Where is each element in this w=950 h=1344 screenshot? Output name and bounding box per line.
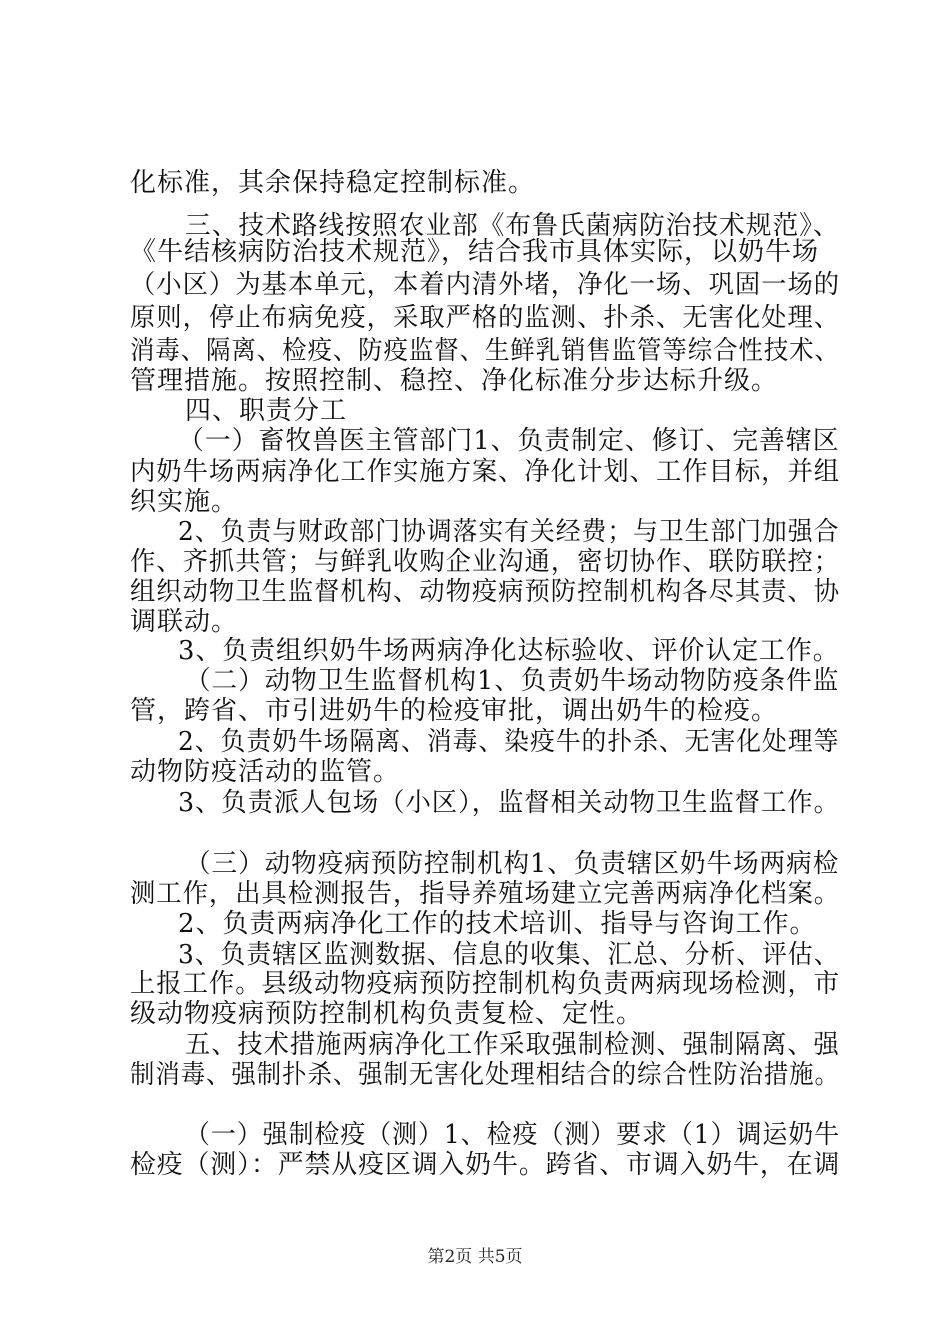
text-line: 管理措施。按照控制、稳控、净化标准分步达标升级。 — [130, 366, 779, 396]
text-line: 级动物疫病预防控制机构负责复检、定性。 — [130, 999, 644, 1029]
section-heading: 四、职责分工 — [185, 396, 348, 426]
text-line: 3、负责组织奶牛场两病净化达标验收、评价认定工作。 — [178, 636, 840, 666]
text-line: 原则，停止布病免疫，采取严格的监测、扑杀、无害化处理、 — [130, 303, 841, 333]
text-line: 五、技术措施两病净化工作采取强制检测、强制隔离、强 — [185, 1030, 840, 1060]
text-line: 测工作，出具检测报告，指导养殖场建立完善两病净化档案。 — [130, 879, 841, 909]
text-line: 组织动物卫生监督机构、动物疫病预防控制机构各尽其责、协 — [130, 577, 841, 607]
text-line: 《牛结核病防治技术规范》，结合我市具体实际，以奶牛场 — [130, 237, 820, 267]
text-line: 管，跨省、市引进奶牛的检疫审批，调出奶牛的检疫。 — [130, 696, 779, 726]
text-line: 3、负责辖区监测数据、信息的收集、汇总、分析、评估、 — [178, 940, 840, 970]
text-line: 内奶牛场两病净化工作实施方案、净化计划、工作目标，并组 — [130, 457, 841, 487]
text-line: （一）畜牧兽医主管部门1、负责制定、修订、完善辖区 — [178, 426, 840, 456]
text-line: 织实施。 — [130, 487, 239, 517]
text-line: 消毒、隔离、检疫、防疫监督、生鲜乳销售监管等综合性技术、 — [130, 336, 840, 366]
text-line: 3、负责派人包场（小区），监督相关动物卫生监督工作。 — [178, 788, 840, 818]
text-line: 三、技术路线按照农业部《布鲁氏菌病防治技术规范》、 — [185, 211, 840, 241]
text-line: 调联动。 — [130, 607, 239, 637]
text-line: 检疫（测）：严禁从疫区调入奶牛。跨省、市调入奶牛，在调 — [130, 1150, 841, 1180]
text-line: 2、负责奶牛场隔离、消毒、染疫牛的扑杀、无害化处理等 — [178, 727, 840, 757]
text-line: 动物防疫活动的监管。 — [130, 757, 401, 787]
text-line: 2、负责与财政部门协调落实有关经费；与卫生部门加强合 — [178, 517, 840, 547]
text-line: （二）动物卫生监督机构1、负责奶牛场动物防疫条件监 — [185, 666, 840, 696]
text-line: （三）动物疫病预防控制机构1、负责辖区奶牛场两病检 — [185, 849, 840, 879]
text-line: 2、负责两病净化工作的技术培训、指导与咨询工作。 — [178, 909, 817, 939]
text-line: 化标准，其余保持稳定控制标准。 — [130, 168, 536, 198]
page-number-footer: 第2页 共5页 — [427, 1247, 523, 1267]
text-line: （小区）为基本单元，本着内清外堵，净化一场、巩固一场的 — [130, 270, 841, 300]
text-line: （一）强制检疫（测）1、检疫（测）要求（1）调运奶牛 — [185, 1120, 841, 1150]
text-line: 制消毒、强制扑杀、强制无害化处理相结合的综合性防治措施。 — [130, 1060, 840, 1090]
text-line: 作、齐抓共管；与鲜乳收购企业沟通，密切协作、联防联控； — [130, 547, 841, 577]
text-line: 上报工作。县级动物疫病预防控制机构负责两病现场检测，市 — [130, 969, 841, 999]
